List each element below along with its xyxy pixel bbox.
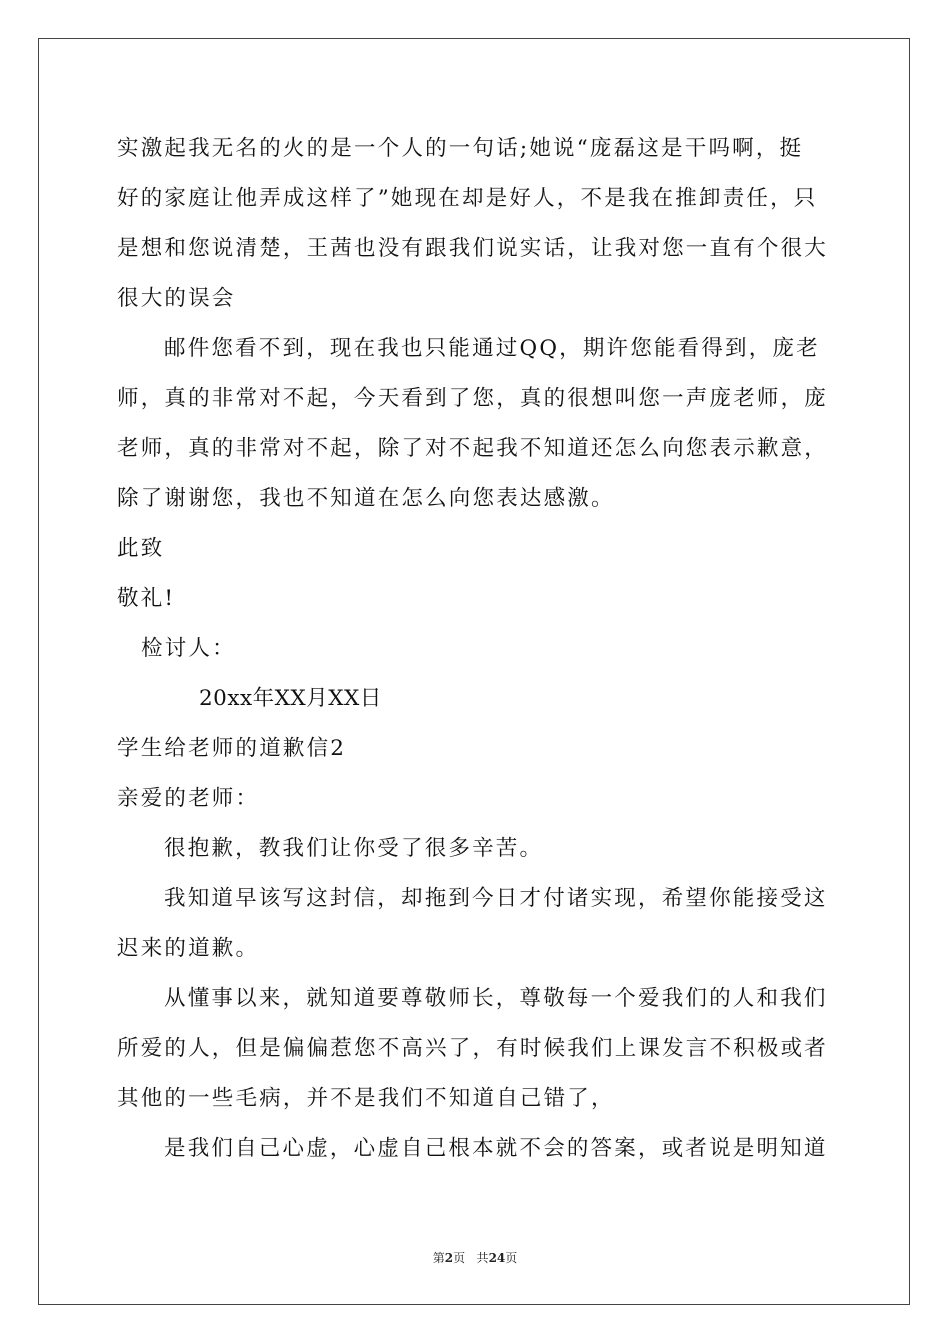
greeting: 亲爱的老师： — [117, 786, 260, 811]
total-label-suffix: 页 — [505, 1251, 518, 1265]
total-label-prefix: 共 — [476, 1251, 489, 1265]
text-line: 很抱歉，教我们让你受了很多辛苦。 — [164, 836, 544, 861]
text-line: 很大的误会 — [117, 286, 236, 311]
text-line: 是想和您说清楚，王茜也没有跟我们说实话，让我对您一直有个很大 — [117, 236, 829, 261]
closing-salutation: 此致 — [117, 536, 165, 561]
text-line: 其他的一些毛病，并不是我们不知道自己错了， — [117, 1086, 615, 1111]
total-pages: 24 — [488, 1251, 506, 1265]
text-line: 是我们自己心虚，心虚自己根本就不会的答案，或者说是明知道 — [164, 1136, 828, 1161]
page-label-prefix: 第 — [432, 1251, 445, 1265]
text-line: 除了谢谢您，我也不知道在怎么向您表达感激。 — [117, 486, 615, 511]
text-line: 迟来的道歉。 — [117, 936, 260, 961]
date-line: 20xx年XX月XX日 — [199, 686, 382, 711]
page-border — [38, 38, 910, 1305]
text-line: 师，真的非常对不起，今天看到了您，真的很想叫您一声庞老师，庞 — [117, 386, 829, 411]
closing-regards: 敬礼! — [117, 586, 176, 611]
text-line: 老师，真的非常对不起，除了对不起我不知道还怎么向您表示歉意， — [117, 436, 829, 461]
text-line: 所爱的人，但是偏偏惹您不高兴了，有时候我们上课发言不积极或者 — [117, 1036, 829, 1061]
text-line: 邮件您看不到，现在我也只能通过QQ，期许您能看得到，庞老 — [164, 336, 820, 361]
page-label-suffix: 页 — [453, 1251, 466, 1265]
text-line: 我知道早该写这封信，却拖到今日才付诸实现，希望你能接受这 — [164, 886, 828, 911]
text-line: 好的家庭让他弄成这样了”她现在却是好人，不是我在推卸责任，只 — [117, 186, 818, 211]
text-line: 实激起我无名的火的是一个人的一句话;她说“庞磊这是干吗啊，挺 — [117, 136, 804, 161]
text-line: 从懂事以来，就知道要尊敬师长，尊敬每一个爱我们的人和我们 — [164, 986, 828, 1011]
signature-label: 检讨人： — [141, 636, 236, 661]
page-number: 2 — [444, 1251, 454, 1265]
letter-title: 学生给老师的道歉信2 — [117, 736, 347, 761]
page-footer — [0, 1249, 950, 1266]
